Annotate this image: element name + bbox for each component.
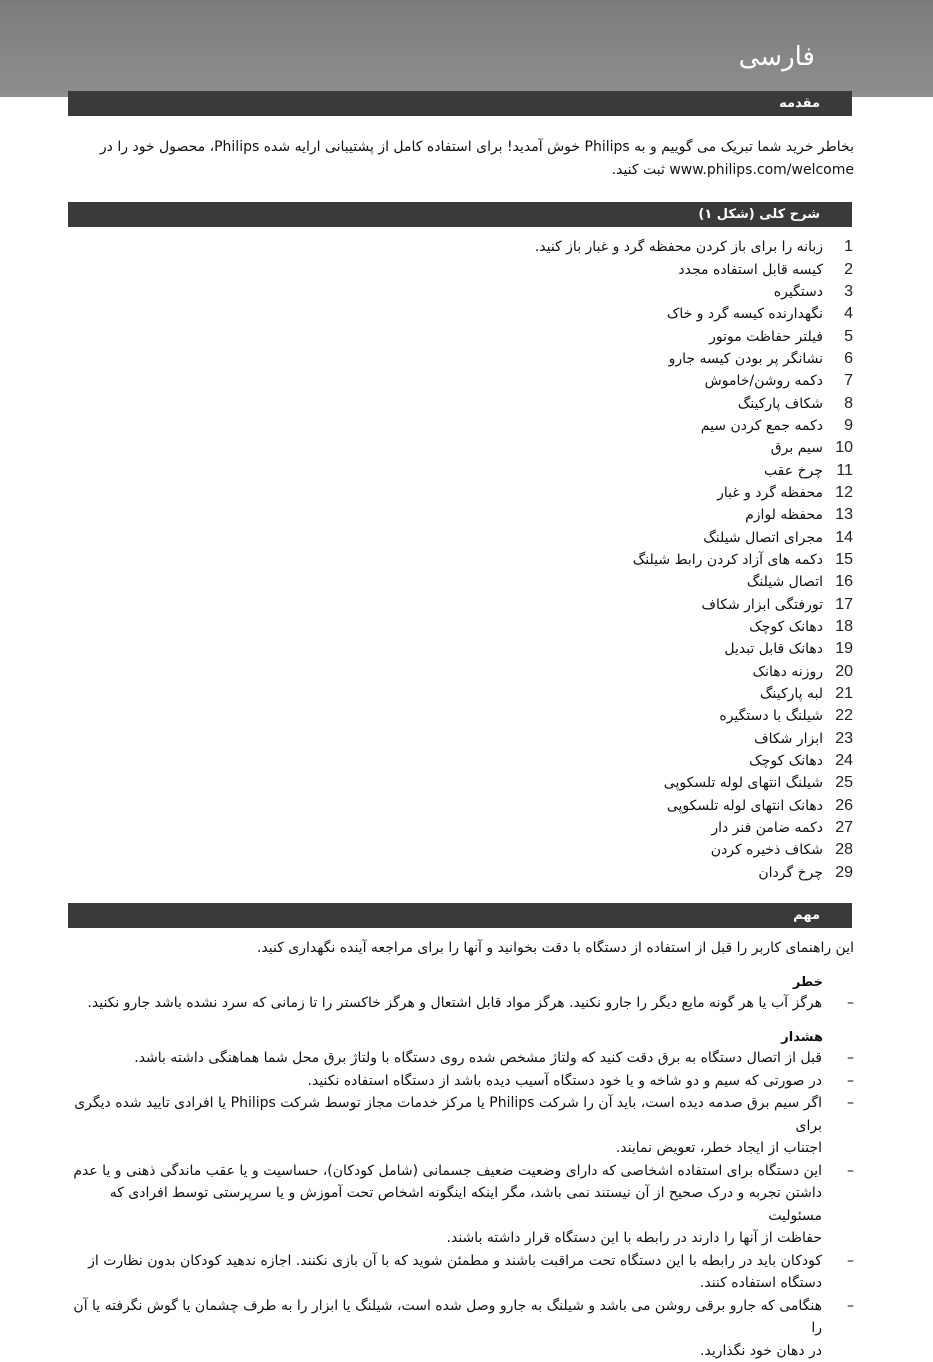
part-number: 16	[823, 573, 853, 591]
part-number: 3	[823, 283, 853, 301]
part-number: 8	[823, 395, 853, 413]
part-label: دهانک قابل تبدیل	[724, 641, 823, 657]
bullet-line: داشتن تجربه و درک صحیح از آن نیستند نمی باشد، مگر اینکه اینگونه اشخاص تحت آموزش و یا سرپرستی توسط افرادی که مسئولیت	[68, 1182, 822, 1227]
part-number: 2	[823, 261, 853, 279]
bullet-line: حفاظت از آنها را دارند در رابطه با این دستگاه قرار داشته باشند.	[68, 1227, 822, 1250]
parts-list-item	[535, 392, 853, 414]
part-label: سیم برق	[771, 440, 823, 456]
parts-list-item	[535, 236, 853, 258]
bullet-text	[68, 1250, 822, 1295]
part-label: دکمه جمع کردن سیم	[701, 418, 823, 434]
bullet-item	[68, 1070, 854, 1093]
part-label: روزنه دهانک	[753, 664, 823, 680]
bullet-line: هرگز آب یا هر گونه مایع دیگر را جارو نکنید. هرگز مواد قابل اشتعال و هرگز خاکستر را تا زمانی که سرد نشده باشد جارو نکنید.	[68, 992, 822, 1015]
parts-list-item	[535, 571, 853, 593]
bullet-dash: –	[822, 992, 854, 1015]
parts-list-item	[535, 482, 853, 504]
part-number: 5	[823, 328, 853, 346]
part-number: 22	[823, 707, 853, 725]
parts-list-item	[535, 862, 853, 884]
part-label: چرخ گردان	[758, 865, 823, 881]
part-number: 7	[823, 372, 853, 390]
section-bar-intro	[68, 91, 852, 116]
bullet-item	[68, 1160, 854, 1250]
part-number: 13	[823, 506, 853, 524]
bullet-item	[68, 992, 854, 1015]
section-title-intro: مقدمه	[779, 96, 820, 111]
parts-list-item	[535, 437, 853, 459]
parts-list-item	[535, 705, 853, 727]
part-number: 17	[823, 596, 853, 614]
language-header-band	[0, 0, 933, 97]
part-label: زبانه را برای باز کردن محفظه گرد و غبار باز کنید.	[535, 239, 823, 255]
part-label: چرخ عقب	[764, 463, 823, 479]
parts-list-item	[535, 526, 853, 548]
part-number: 23	[823, 730, 853, 748]
warning-list	[68, 1047, 854, 1362]
part-number: 27	[823, 819, 853, 837]
bullet-text	[68, 1295, 822, 1362]
part-label: لبه پارکینگ	[760, 686, 823, 702]
parts-list-item	[535, 817, 853, 839]
parts-list-item	[535, 661, 853, 683]
parts-list-item	[535, 616, 853, 638]
intro-paragraph	[68, 136, 854, 181]
parts-list-item	[535, 370, 853, 392]
part-label: دهانک انتهای لوله تلسکوپی	[667, 798, 823, 814]
part-number: 15	[823, 551, 853, 569]
part-label: شکاف ذخیره کردن	[711, 842, 823, 858]
part-number: 11	[823, 462, 853, 480]
part-label: دکمه ضامن فنر دار	[711, 820, 823, 836]
important-intro: این راهنمای کاربر را قبل از استفاده از دستگاه با دقت بخوانید و آنها را برای مراجعه آینده نگهداری کنید.	[68, 937, 854, 960]
bullet-line: قبل از اتصال دستگاه به برق دقت کنید که ولتاژ مشخص شده روی دستگاه با ولتاژ برق محل شما هماهنگی داشته باشد.	[68, 1047, 822, 1070]
bullet-dash: –	[822, 1070, 854, 1093]
bullet-line: در صورتی که سیم و دو شاخه و یا خود دستگاه آسیب دیده باشد از دستگاه استفاده نکنید.	[68, 1070, 822, 1093]
part-label: دکمه روشن/خاموش	[705, 373, 823, 389]
part-number: 12	[823, 484, 853, 502]
parts-list-item	[535, 325, 853, 347]
part-label: دستگیره	[774, 284, 823, 300]
part-number: 25	[823, 774, 853, 792]
part-number: 18	[823, 618, 853, 636]
bullet-line: اگر سیم برق صدمه دیده است، باید آن را شرکت Philips یا مرکز خدمات مجاز توسط شرکت Philips یا افرادی تایید شده دیگری برای	[68, 1092, 822, 1137]
part-label: محفظه گرد و غبار	[717, 485, 823, 501]
part-number: 26	[823, 797, 853, 815]
section-bar-important	[68, 903, 852, 928]
intro-line: www.philips.com/welcome ثبت کنید.	[68, 159, 854, 182]
bullet-item	[68, 1092, 854, 1160]
bullet-line: کودکان باید در رابطه با این دستگاه تحت مراقبت باشند و مطمئن شوید که با آن بازی نکنند. اجازه ندهید کودکان بدون نظارت از	[68, 1250, 822, 1273]
part-number: 20	[823, 663, 853, 681]
parts-list-item	[535, 348, 853, 370]
bullet-dash: –	[822, 1160, 854, 1250]
bullet-item	[68, 1295, 854, 1362]
part-label: فیلتر حفاظت موتور	[709, 329, 823, 345]
parts-list-item	[535, 459, 853, 481]
part-label: ابزار شکاف	[754, 731, 823, 747]
parts-list-item	[535, 638, 853, 660]
parts-list-item	[535, 258, 853, 280]
parts-list-item	[535, 594, 853, 616]
part-number: 28	[823, 841, 853, 859]
bullet-line: این دستگاه برای استفاده اشخاصی که دارای وضعیت ضعیف جسمانی (شامل کودکان)، حساسیت و یا عقب ماندگی ذهنی و یا عدم	[68, 1160, 822, 1183]
bullet-line: در دهان خود نگذارید.	[68, 1340, 822, 1362]
parts-list-item	[535, 549, 853, 571]
part-label: اتصال شیلنگ	[747, 574, 823, 590]
part-label: نگهدارنده کیسه گرد و خاک	[667, 306, 823, 322]
bullet-item	[68, 1250, 854, 1295]
part-label: شکاف پارکینگ	[738, 396, 823, 412]
parts-list-item	[535, 303, 853, 325]
bullet-dash: –	[822, 1047, 854, 1070]
part-label: تورفتگی ابزار شکاف	[701, 597, 823, 613]
part-number: 6	[823, 350, 853, 368]
part-label: کیسه قابل استفاده مجدد	[678, 262, 823, 278]
part-label: شیلنگ انتهای لوله تلسکوپی	[664, 775, 823, 791]
section-title-important: مهم	[793, 908, 820, 923]
parts-list-item	[535, 839, 853, 861]
parts-list-item	[535, 750, 853, 772]
parts-list-item	[535, 415, 853, 437]
language-title: فارسی	[739, 42, 815, 72]
bullet-item	[68, 1047, 854, 1070]
bullet-text	[68, 1160, 822, 1250]
parts-list-item	[535, 772, 853, 794]
danger-list	[68, 992, 854, 1015]
parts-list-item	[535, 683, 853, 705]
part-number: 4	[823, 305, 853, 323]
parts-list-item	[535, 504, 853, 526]
bullet-text	[68, 992, 822, 1015]
part-number: 1	[823, 238, 853, 256]
part-number: 14	[823, 529, 853, 547]
bullet-text	[68, 1092, 822, 1160]
part-number: 19	[823, 640, 853, 658]
part-label: دکمه های آزاد کردن رابط شیلنگ	[633, 552, 823, 568]
bullet-text	[68, 1070, 822, 1093]
part-label: مجرای اتصال شیلنگ	[703, 530, 823, 546]
bullet-dash: –	[822, 1250, 854, 1295]
part-number: 21	[823, 685, 853, 703]
intro-line: بخاطر خرید شما تبریک می گوییم و به Philips خوش آمدید! برای استفاده کامل از پشتیبانی ارایه شده Philips، محصول خود را در	[68, 136, 854, 159]
parts-list-item	[535, 795, 853, 817]
bullet-line: دستگاه استفاده کنند.	[68, 1272, 822, 1295]
part-label: شیلنگ با دستگیره	[719, 708, 823, 724]
bullet-text	[68, 1047, 822, 1070]
bullet-line: اجتناب از ایجاد خطر، تعویض نمایند.	[68, 1137, 822, 1160]
part-number: 24	[823, 752, 853, 770]
part-label: دهانک کوچک	[749, 619, 823, 635]
part-number: 10	[823, 439, 853, 457]
part-number: 29	[823, 864, 853, 882]
bullet-line: هنگامی که جارو برقی روشن می باشد و شیلنگ به جارو وصل شده است، شیلنگ یا ابزار را به طرف چشمان یا گوش نگرفته یا آن را	[68, 1295, 822, 1340]
part-number: 9	[823, 417, 853, 435]
parts-list-item	[535, 728, 853, 750]
danger-heading: خطر	[793, 975, 823, 990]
part-label: محفظه لوازم	[745, 507, 823, 523]
parts-list-item	[535, 281, 853, 303]
part-label: نشانگر پر بودن کیسه جارو	[669, 351, 823, 367]
section-title-overview: شرح کلی (شکل ۱)	[698, 207, 820, 222]
bullet-dash: –	[822, 1295, 854, 1362]
bullet-dash: –	[822, 1092, 854, 1160]
section-bar-overview	[68, 202, 852, 227]
parts-list	[535, 236, 853, 884]
part-label: دهانک کوچک	[749, 753, 823, 769]
warning-heading: هشدار	[781, 1030, 823, 1045]
